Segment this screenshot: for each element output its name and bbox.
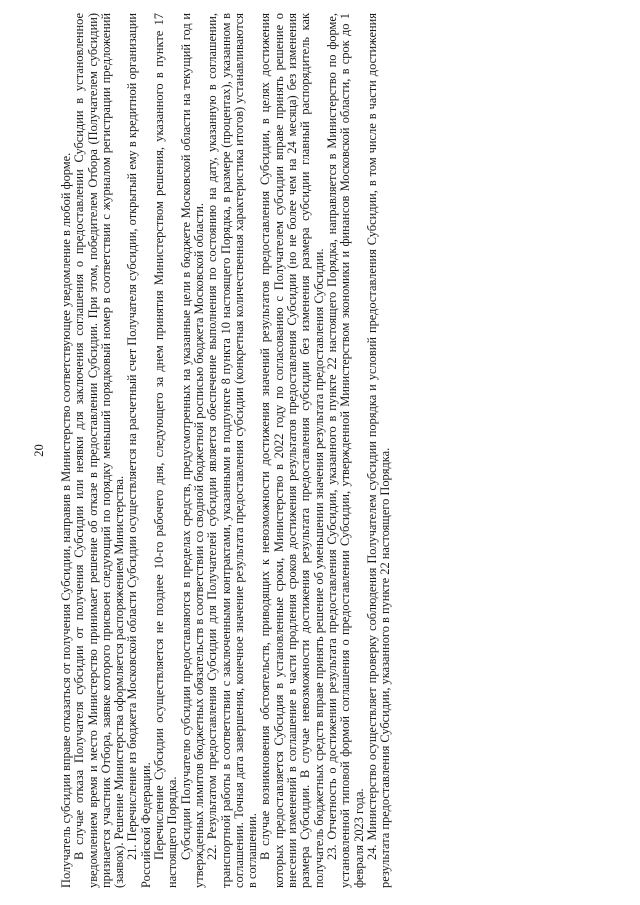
paragraph-9: 24. Министерство осуществляет проверку соблюдения Получателем субсидии порядка и условий предоставления Субсидии, в том числе в части достижения результата предоставления Субсидии, указанного в пункте 22 настоящего Порядка.: [364, 13, 393, 888]
rotated-page-content: [32, 13, 622, 888]
paragraph-4: Перечисление Субсидии осуществляется не позднее 10-го рабочего дня, следующего за днем принятия Министерством решения, указанного в пункте 17 настоящего Порядка.: [152, 13, 180, 888]
paragraph-3: 21. Перечисление из бюджета Московской области Субсидии осуществляется на расчетный счет Получателя субсидии, открытый ему в кредитной организации Российской Федерации.: [125, 13, 153, 888]
paragraph-7: В случае возникновения обстоятельств, приводящих к невозможности достижения значений результатов предоставления Субсидии, в целях достижения которых предоставляется Субсидия в установленные сроки, Министерство в 2022 году по согласованию с Получателем субсидии вправе принять решение о внесении изменений в соглашение в части продления сроков достижения результатов предоставления Субсидии (но не более чем на 24 месяца) без изменения размера Субсидии. В случае невозможности достижения результата предоставления субсидии без изменения размера субсидии главный распорядитель как получатель бюджетных средств вправе принять решение об уменьшении значения результата предоставления Субсидии.: [258, 13, 326, 888]
page-number: 20: [32, 444, 46, 457]
paragraph-8: 23. Отчетность о достижении результата предоставления Субсидии, указанного в пункте 22 настоящего Порядка, направляется в Министерство по форме, установленной типовой формой соглашения о предоставлении Субсидии, утвержденной Министерством экономики и финансов Московской области, в срок до 1 февраля 2023 года.: [324, 13, 366, 888]
paragraph-5: Субсидии Получателю субсидии предоставляются в пределах средств, предусмотренных на указанные цели в бюджете Московской области на текущий год и утвержденных лимитов бюджетных обязательств в соответствии со сводной бюджетной росписью бюджета Московской области.: [178, 13, 206, 888]
paragraph-6: 22. Результатом предоставления Субсидии для Получателей субсидии является обеспечение выполнения по состоянию на дату, указанную в соглашении, транспортной работы в соответствии с заключенными контрактами, указанными в подпункте 8 пункта 10 настоящего Порядка, в размере (процентах), указанном в соглашении. Точная дата завершения, конечное значение результата предоставления субсидии (конкретная количественная характеристика итогов) устанавливаются в соглашении.: [205, 13, 260, 888]
paragraph-2: В случае отказа Получателя субсидии от получения Субсидии или неявки для заключения соглашения о предоставлении Субсидии в установленное уведомлением время и место Министерство принимает решение об отказе в предоставлении Субсидии. При этом, победителем Отбора (Получателем субсидии) признается участник Отбора, заявке которого присвоен следующий по порядку меньший порядковый номер в соответствии с журналом регистрации предложений (заявок). Решение Министерства оформляется распоряжением Министерства.: [72, 13, 127, 888]
paragraph-1: Получатель субсидии вправе отказаться от получения Субсидии, направив в Министерство соответствующее уведомление в любой форме.: [59, 152, 73, 888]
document-body: [60, 13, 392, 888]
